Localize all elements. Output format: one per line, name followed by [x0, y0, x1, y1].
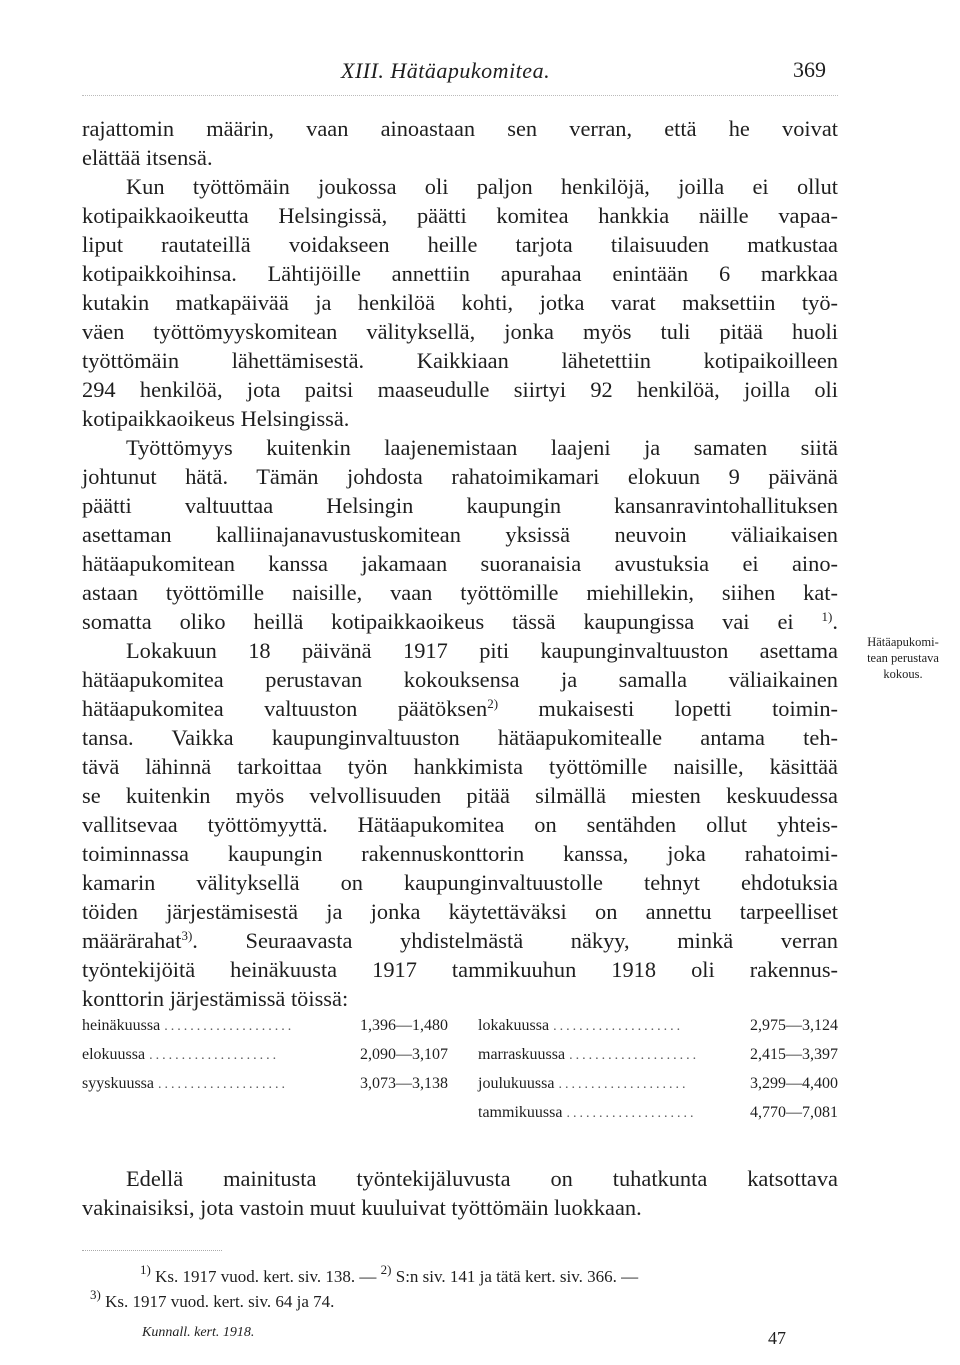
table-row: [478, 1104, 838, 1134]
table-row: [478, 1075, 838, 1105]
text-line: elättää itsensä.: [82, 145, 213, 170]
text-line: päätti valtuuttaa Helsingin kaupungin kansanravintohallituksen: [82, 493, 838, 518]
month-label: syyskuussa: [82, 1075, 155, 1092]
text-line: somatta oliko heillä kotipaikkaoikeus tässä kaupungissa vai ei $^{1)}$.: [82, 609, 838, 634]
text-line: 294 henkilöä, jota paitsi maaseudulle siirtyi 92 henkilöä, joilla oli: [82, 377, 838, 402]
table-row: [82, 1046, 448, 1076]
month-label: tammikuussa: [478, 1104, 563, 1121]
footnote-text: Ks. 1917 vuod. kert. siv. 138. —: [155, 1267, 377, 1286]
text-line: Työttömyys kuitenkin laajenemistaan laajeni ja samaten siitä: [126, 435, 838, 460]
text-line: Kun työttömäin joukossa oli paljon henkilöjä, joilla ei ollut: [126, 174, 838, 199]
text-line: kamarin välityksellä on kaupunginvaltuustolle tehnyt ehdotuksia: [82, 870, 838, 895]
header-divider: [82, 95, 838, 96]
margin-note-line: kokous.: [883, 667, 923, 681]
margin-note-line: Hätäapukomi-: [867, 635, 939, 649]
worker-range: 2,975—3,124: [750, 1017, 838, 1034]
text-line: kotipaikkaoikeus Helsingissä.: [82, 406, 350, 431]
text-line: kotipaikkaoikeutta Helsingissä, päätti komitea hankkia näille vapaa-: [82, 203, 838, 228]
margin-note-line: tean perustava: [867, 651, 939, 665]
text-line: väen työttömyyskomitean välityksellä, jonka myös tuli pitää huoli: [82, 319, 838, 344]
leader-dots: ....................: [158, 1077, 289, 1092]
text-line: toiminnassa kaupungin rakennuskonttorin kanssa, joka rahatoimi-: [82, 841, 838, 866]
footnote-text: S:n siv. 141 ja tätä kert. siv. 366. —: [395, 1267, 639, 1286]
footnote-mark: 1): [140, 1262, 151, 1277]
text-line-part: . Seuraavasta yhdistelmästä näkyy, minkä verran: [192, 928, 838, 953]
running-header: [341, 58, 550, 84]
text-line: konttorin järjestämissä töissä:: [82, 986, 349, 1011]
leader-dots: ....................: [553, 1019, 684, 1034]
text-line: vallitsevaa työttömyyttä. Hätäapukomitea on sentähden ollut yhteis-: [82, 812, 838, 837]
footnote-mark: 3): [90, 1287, 101, 1302]
month-label: marraskuussa: [478, 1046, 566, 1063]
text-line: kutakin matkapäivää ja henkilöä kohti, jotka varat maksettiin työ-: [82, 290, 838, 315]
footnote: [140, 1262, 639, 1288]
worker-range: 2,415—3,397: [750, 1046, 838, 1063]
worker-range: 3,073—3,138: [360, 1075, 448, 1092]
footnote: [90, 1287, 335, 1313]
leader-dots: ....................: [566, 1106, 697, 1121]
worker-range: 4,770—7,081: [750, 1104, 838, 1121]
leader-dots: ....................: [149, 1048, 280, 1063]
footnote-ref: 3): [181, 928, 193, 943]
text-line: [82, 926, 838, 956]
text-line: työttömäin lähettämisestä. Kaikkiaan lähetettiin kotipaikoilleen: [82, 348, 838, 373]
chapter-title: Hätäapukomitea.: [390, 58, 551, 83]
text-line: kotipaikkoihinsa. Lähtijöille annettiin apurahaa enintään 6 markkaa: [82, 261, 838, 286]
text-line: johtunut hätä. Tämän johdosta rahatoimikamari elokuun 9 päivänä: [82, 464, 838, 489]
table-row: [82, 1075, 448, 1105]
footnote-mark: 2): [380, 1262, 392, 1277]
page-number: 369: [793, 57, 826, 82]
worker-range: 2,090—3,107: [360, 1046, 448, 1063]
text-line-part: mukaisesti lopetti toimin-: [538, 696, 838, 721]
text-line: tävä lähinnä tarkoittaa työn hankkimista työttömille naisille, käsittää: [82, 754, 838, 779]
text-line: rajattomin määrin, vaan ainoastaan sen verran, että he voivat: [82, 116, 838, 141]
month-label: elokuussa: [82, 1046, 146, 1063]
text-line: Edellä mainitusta työntekijäluvusta on tuhatkunta katsottava: [126, 1166, 838, 1191]
leader-dots: ....................: [558, 1077, 689, 1092]
chapter-number: XIII.: [341, 58, 385, 83]
leader-dots: ....................: [164, 1019, 295, 1034]
footnote-divider: [82, 1250, 222, 1251]
footnote-ref: 1): [821, 609, 833, 624]
table-row: [478, 1017, 838, 1047]
text-line: [82, 694, 838, 724]
text-line: hätäapukomitea perustavan kokouksensa ja samalla väliaikainen: [82, 667, 838, 692]
text-line: työntekijöitä heinäkuusta 1917 tammikuuhun 1918 oli rakennus-: [82, 957, 838, 982]
leader-dots: ....................: [569, 1048, 700, 1063]
text-line: tansa. Vaikka kaupunginvaltuuston hätäapukomitealle antama teh-: [82, 725, 838, 750]
signature-mark: 47: [768, 1328, 786, 1348]
text-line: asettaman kalliinajanavustuskomitean yksissä neuvoin väliaikaisen: [82, 522, 838, 547]
text-line: vakinaisiksi, jota vastoin muut kuuluivat työttömäin luokkaan.: [82, 1195, 642, 1220]
footnote-text: Ks. 1917 vuod. kert. siv. 64 ja 74.: [105, 1292, 335, 1311]
text-line: töiden järjestämisestä ja jonka käytettäväksi on annettu tarpeelliset: [82, 899, 838, 924]
table-row: [82, 1017, 448, 1047]
worker-range: 3,299—4,400: [750, 1075, 838, 1092]
text-line: astaan työttömille naisille, vaan työttömille miehillekin, siihen kat-: [82, 580, 838, 605]
table-row: [478, 1046, 838, 1076]
text-line: Lokakuun 18 päivänä 1917 piti kaupunginvaltuuston asettama: [126, 638, 838, 663]
text-line: hätäapukomitean kanssa jakamaan suoranaisia avustuksia ei aino-: [82, 551, 838, 576]
footnote-ref: 2): [487, 696, 499, 711]
month-label: lokakuussa: [478, 1017, 550, 1034]
month-label: heinäkuussa: [82, 1017, 161, 1034]
imprint: Kunnall. kert. 1918.: [142, 1325, 255, 1340]
margin-note: [848, 634, 958, 682]
text-line-part: hätäapukomitea valtuuston päätöksen: [82, 696, 488, 721]
worker-range: 1,396—1,480: [360, 1017, 448, 1034]
text-line: liput rautateillä voidakseen heille tarjota tilaisuuden matkustaa: [82, 232, 838, 257]
text-line: se kuitenkin myös velvollisuuden pitää silmällä miesten keskuudessa: [82, 783, 838, 808]
text-line-part: määrärahat: [82, 928, 182, 953]
text-line-part: somatta oliko heillä kotipaikkaoikeus tässä kaupungissa vai ei: [82, 609, 794, 634]
month-label: joulukuussa: [478, 1075, 555, 1092]
